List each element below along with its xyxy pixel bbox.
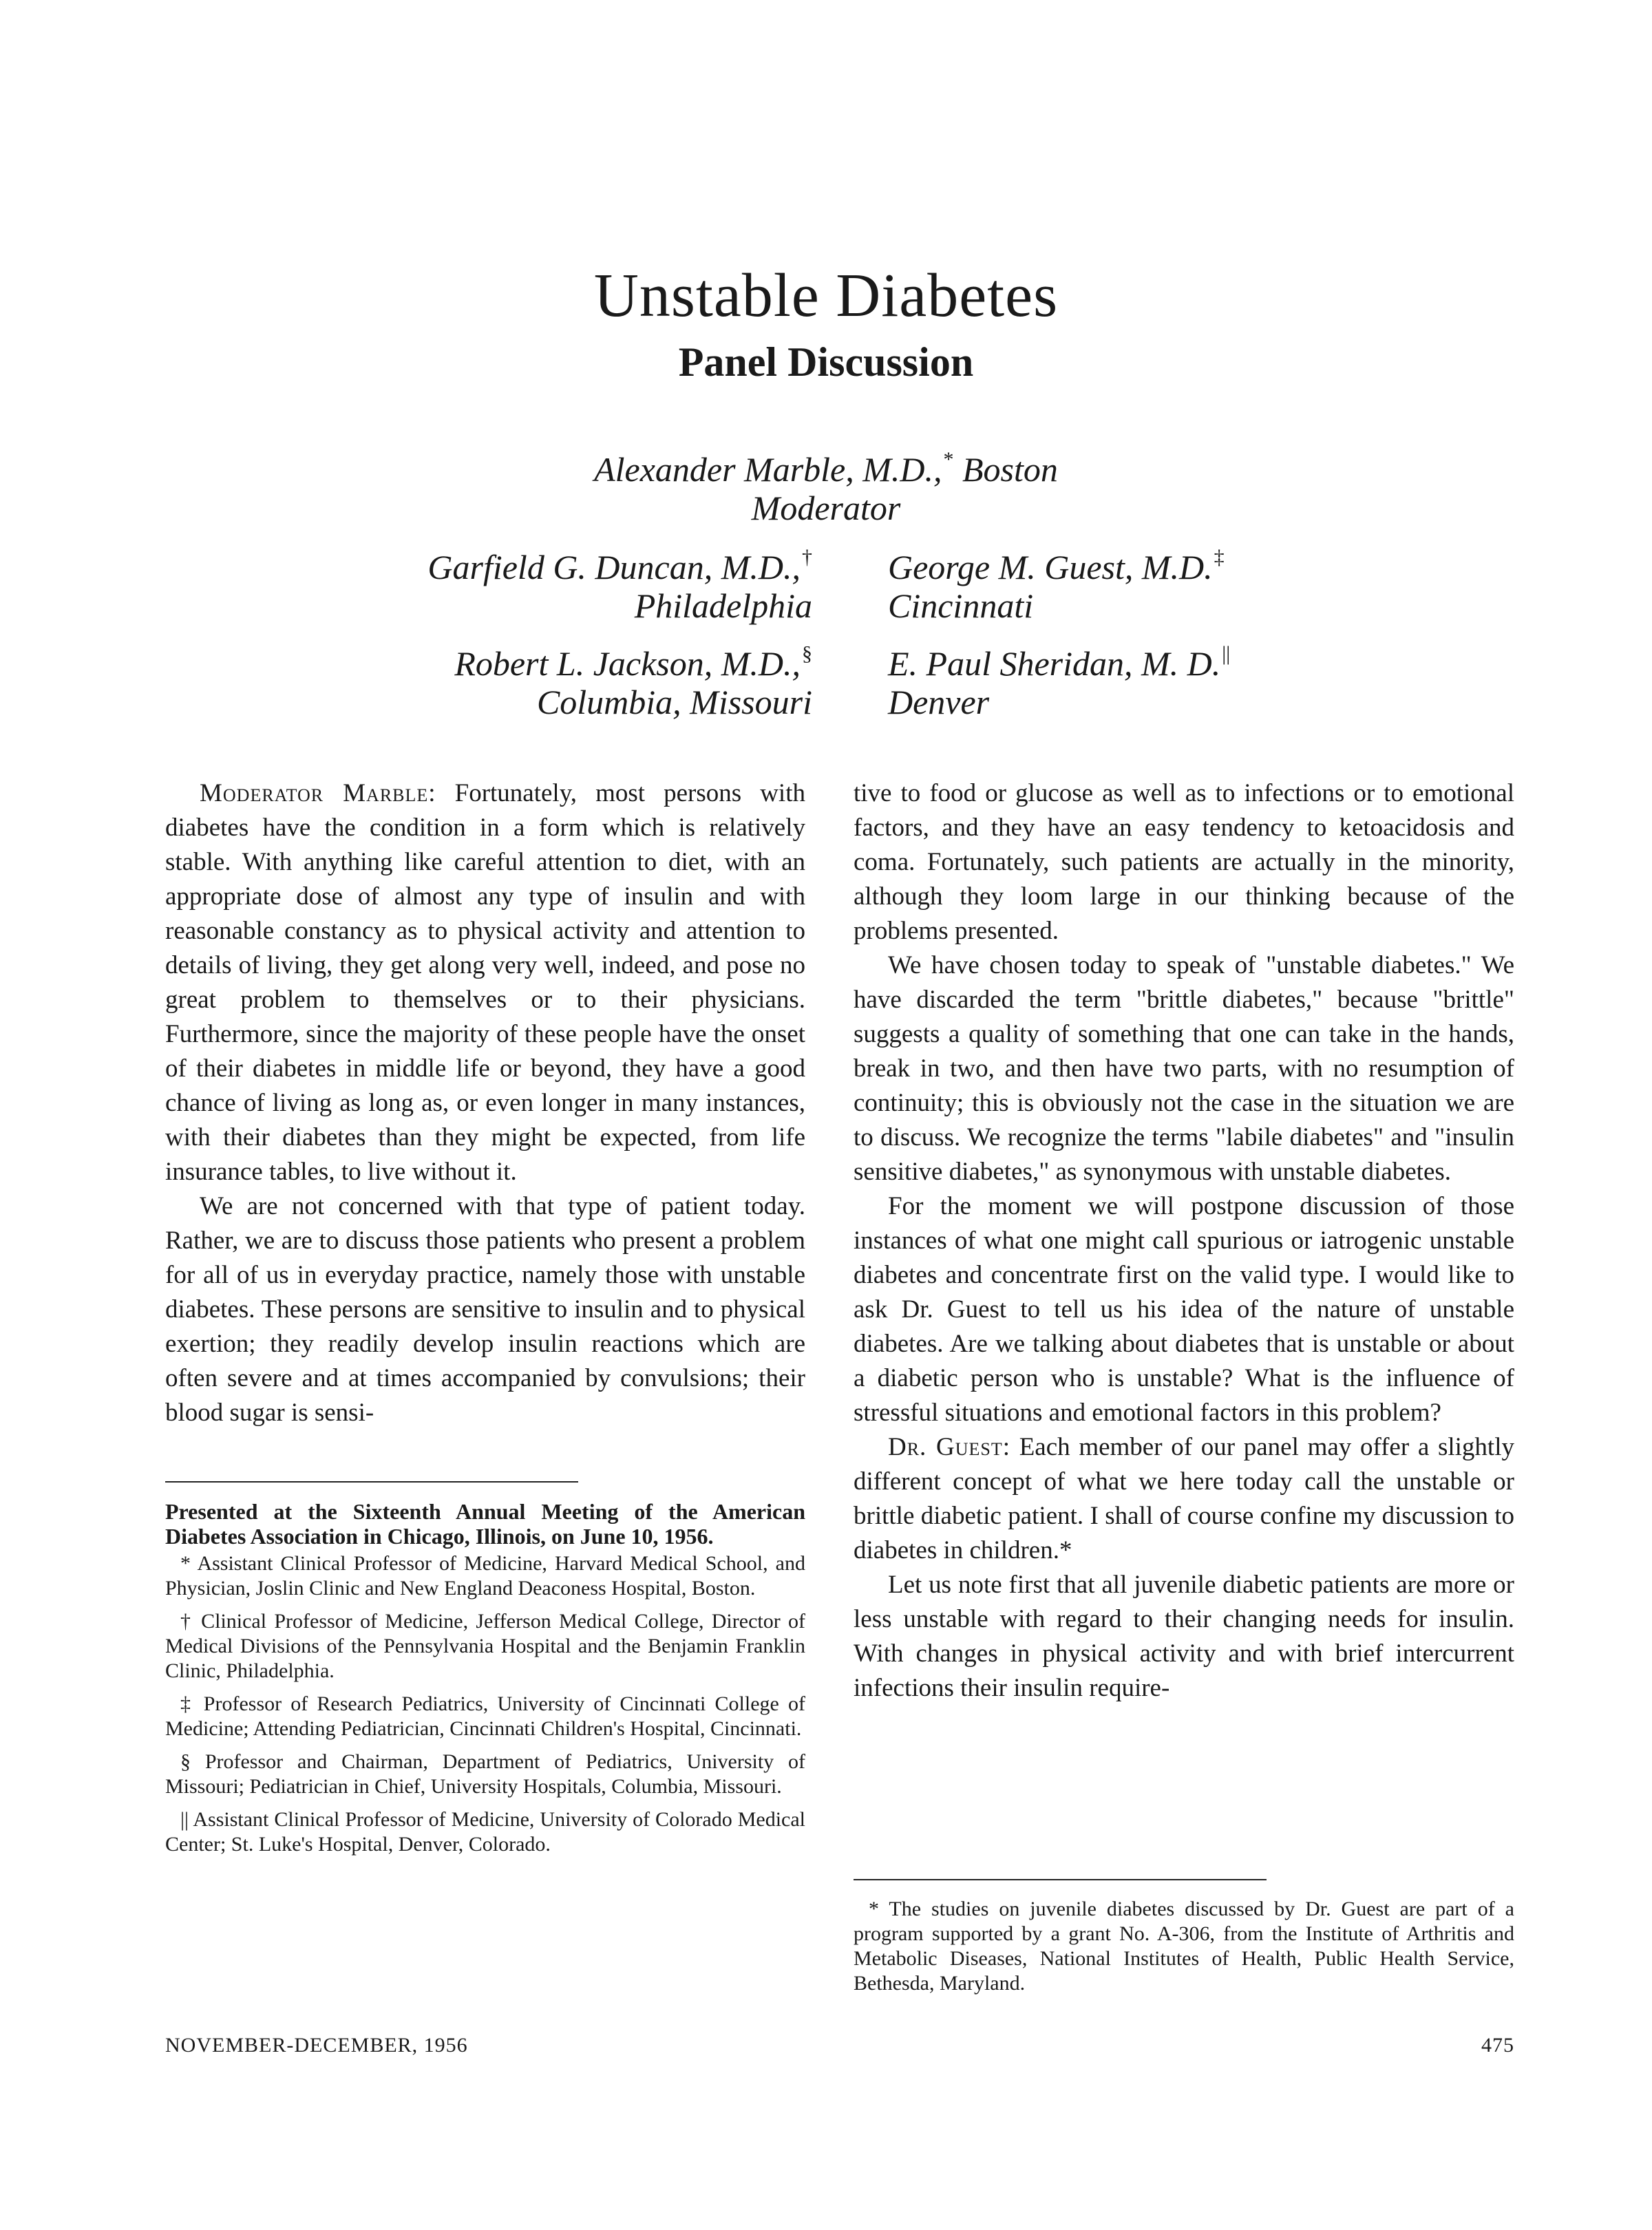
paragraph: We have chosen today to speak of "unstable diabetes." We have discarded the term "brittle diabetes," because "brittle" suggests a quality of something that one can take in the hands, break in two, and then have two parts, with no resumption of continuity; this is obviously not the case in the situation we are to discuss. We recognize the terms "labile diabetes" and "insulin sensitive diabetes," as synonymous with unstable diabetes. xyxy=(854,951,1514,1186)
paragraph: For the moment we will postpone discussion of those instances of what one might call spurious or iatrogenic unstable diabetes and concentrate first on the valid type. I would like to ask Dr. Guest to tell us his idea of the nature of unstable diabetes. Are we talking about diabetes that is unstable or about a diabetic person who is unstable? What is the influence of stressful situations and emotional factors in this problem? xyxy=(854,1192,1514,1427)
paragraph: tive to food or glucose as well as to infections or to emotional factors, and they have an easy tendency to ketoacidosis and coma. Fortunately, such patients are actually in the minority, although they loom large in our thinking because of the problems presented. xyxy=(854,779,1514,945)
footnote-divider xyxy=(854,1879,1267,1880)
author-name: E. Paul Sheridan, M. D. xyxy=(888,644,1221,683)
moderator-name: Alexander Marble, M.D., xyxy=(594,450,942,489)
moderator-role: Moderator xyxy=(751,489,901,527)
author-name: Robert L. Jackson, M.D., xyxy=(454,644,801,683)
author-duncan xyxy=(358,538,812,625)
speaker-label: Dr. Guest: xyxy=(888,1433,1010,1461)
moderator-mark: * xyxy=(943,448,954,471)
moderator-block xyxy=(0,440,1652,527)
presentation-note: Presented at the Sixteenth Annual Meeting of the American Diabetes Association in Chicago, Illinois, on June 10, 1956. xyxy=(165,1499,805,1549)
footnote: || Assistant Clinical Professor of Medicine, University of Colorado Medical Center; St. Luke's Hospital, Denver, Colorado. xyxy=(165,1808,805,1856)
footnote: § Professor and Chairman, Department of Pediatrics, University of Missouri; Pediatrician in Chief, University Hospitals, Columbia, Missouri. xyxy=(165,1750,805,1798)
article-title: Unstable Diabetes xyxy=(593,262,1059,330)
author-mark: || xyxy=(1222,642,1231,665)
author-guest xyxy=(888,538,1370,625)
author-mark: § xyxy=(802,642,812,665)
footnote-divider xyxy=(165,1481,578,1483)
body-column-right xyxy=(854,776,1514,1706)
paragraph: Moderator Marble: Fortunately, most persons with diabetes have the condition in a form which is relatively stable. With anything like careful attention to diet, with an appropriate dose of almost any type of insulin and with reasonable constancy as to physical activity and attention to details of living, they get along very well, indeed, and pose no great problem to themselves or to their physicians. Furthermore, since the majority of these people have the onset of their diabetes in middle life or beyond, they have a good chance of living as long as, or even longer in many instances, with their diabetes than they might be expected, from life insurance tables, to live without it. xyxy=(165,779,805,1186)
paragraph: Let us note first that all juvenile diabetic patients are more or less unstable with regard to their changing needs for insulin. With changes in physical activity and with brief intercurrent infections their insulin require- xyxy=(854,1571,1514,1702)
page-number: 475 xyxy=(1481,2034,1514,2057)
footnotes-left xyxy=(165,1499,805,1865)
author-place: Denver xyxy=(888,683,990,721)
author-mark: ‡ xyxy=(1214,546,1225,569)
footnote: † Clinical Professor of Medicine, Jefferson Medical College, Director of Medical Divisions of the Pennsylvania Hospital and the Benjamin Franklin Clinic, Philadelphia. xyxy=(165,1610,805,1682)
author-name: George M. Guest, M.D. xyxy=(888,548,1213,586)
author-place: Columbia, Missouri xyxy=(536,683,812,721)
author-place: Philadelphia xyxy=(634,586,812,625)
issue-date: NOVEMBER-DECEMBER, 1956 xyxy=(165,2034,468,2057)
footnote: * The studies on juvenile diabetes discussed by Dr. Guest are part of a program supported by a grant No. A-306, from the Institute of Arthritis and Metabolic Diseases, National Institutes of Health, Public Health Service, Bethesda, Maryland. xyxy=(854,1898,1514,1995)
speaker-label: Moderator Marble: xyxy=(200,779,436,807)
author-name: Garfield G. Duncan, M.D., xyxy=(427,548,801,586)
moderator-city: Boston xyxy=(962,450,1058,489)
author-place: Cincinnati xyxy=(888,586,1034,625)
paragraph: Dr. Guest: Each member of our panel may offer a slightly different concept of what we here today call the unstable or brittle diabetic patient. I shall of course confine my discussion to diabetes in children.* xyxy=(854,1433,1514,1564)
author-sheridan xyxy=(888,635,1370,721)
footnotes-right xyxy=(854,1897,1514,2004)
article-subtitle: Panel Discussion xyxy=(678,339,974,385)
footnote: * Assistant Clinical Professor of Medicine, Harvard Medical School, and Physician, Joslin Clinic and New England Deaconess Hospital, Boston. xyxy=(165,1552,805,1600)
author-jackson xyxy=(358,635,812,721)
body-column-left xyxy=(165,776,805,1430)
footnote: ‡ Professor of Research Pediatrics, University of Cincinnati College of Medicine; Attending Pediatrician, Cincinnati Children's Hospital, Cincinnati. xyxy=(165,1692,805,1740)
author-mark: † xyxy=(802,546,812,569)
paragraph: We are not concerned with that type of patient today. Rather, we are to discuss those patients who present a problem for all of us in everyday practice, namely those with unstable diabetes. These persons are sensitive to insulin and to physical exertion; they readily develop insulin reactions which are often severe and at times accompanied by convulsions; their blood sugar is sensi- xyxy=(165,1192,805,1427)
